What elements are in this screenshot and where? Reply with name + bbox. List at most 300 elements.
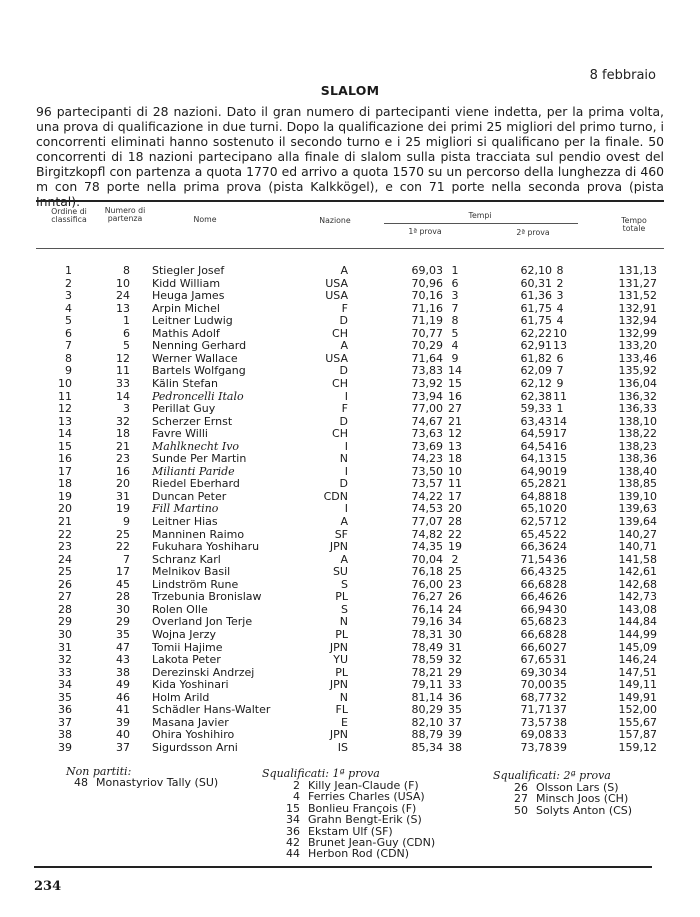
cell-t2: 66,94 <box>520 602 552 616</box>
table-row <box>0 742 700 755</box>
cell-t1: 74,82 <box>411 527 443 541</box>
cell-t2: 69,30 <box>520 665 552 679</box>
cell-bib: 10 <box>116 276 130 290</box>
cell-t1: 81,14 <box>411 690 443 704</box>
table-row <box>0 704 700 717</box>
bib-number: 2 <box>293 779 300 792</box>
cell-total: 141,58 <box>618 552 657 566</box>
cell-rank: 5 <box>65 314 72 328</box>
table-row <box>0 654 700 667</box>
col-name-header: Nome <box>193 215 217 224</box>
cell-nation: A <box>340 552 348 566</box>
cell-r2: 36 <box>553 552 567 566</box>
cell-r1: 22 <box>448 527 462 541</box>
cell-rank: 10 <box>58 376 72 390</box>
table-row <box>0 278 700 291</box>
col-run2-header: 2ª prova <box>516 228 550 237</box>
date: 8 febbraio <box>589 68 656 83</box>
cell-nation: JPN <box>329 640 348 654</box>
cell-name: Stiegler Josef <box>152 264 225 277</box>
cell-total: 152,00 <box>618 703 657 717</box>
cell-total: 147,51 <box>618 665 657 679</box>
cell-name: Fukuhara Yoshiharu <box>152 540 260 554</box>
cell-t2: 66,46 <box>520 590 552 604</box>
cell-r1: 19 <box>448 540 462 554</box>
cell-t1: 69,03 <box>411 264 443 277</box>
cell-name: Trzebunia Bronislaw <box>152 590 262 604</box>
cell-bib: 19 <box>116 502 130 516</box>
cell-nation: USA <box>325 289 348 303</box>
cell-bib: 29 <box>116 615 130 629</box>
cell-nation: F <box>341 301 348 315</box>
cell-rank: 25 <box>58 565 72 579</box>
bib-number: 15 <box>286 801 300 815</box>
table-row <box>0 529 700 542</box>
cell-nation: I <box>344 464 348 478</box>
cell-r1: 23 <box>448 577 462 591</box>
cell-r1: 34 <box>448 615 462 629</box>
cell-r2: 17 <box>553 427 567 441</box>
cell-total: 142,73 <box>618 590 657 604</box>
cell-bib: 14 <box>116 389 130 403</box>
cell-r2: 18 <box>553 489 567 503</box>
cell-nation: D <box>339 414 348 428</box>
cell-total: 155,67 <box>618 715 657 729</box>
cell-r1: 25 <box>448 565 462 579</box>
cell-t2: 66,60 <box>520 640 552 654</box>
table-row <box>0 391 700 404</box>
cell-t2: 71,71 <box>520 703 552 717</box>
col-nation-header: Nazione <box>319 216 351 225</box>
cell-total: 133,20 <box>618 339 657 353</box>
col-rank-header: Ordine di classifica <box>51 207 87 224</box>
cell-nation: JPN <box>329 540 348 554</box>
cell-t2: 62,09 <box>520 364 552 378</box>
cell-total: 131,27 <box>618 276 657 290</box>
cell-name: Milianti Paride <box>152 464 235 478</box>
table-row <box>0 315 700 328</box>
cell-rank: 24 <box>58 552 72 566</box>
cell-r2: 3 <box>556 289 564 303</box>
cell-bib: 20 <box>116 477 130 491</box>
cell-bib: 6 <box>123 326 130 340</box>
cell-nation: PL <box>335 627 348 641</box>
cell-r2: 14 <box>553 414 567 428</box>
cell-nation: FL <box>335 703 348 717</box>
cell-total: 138,85 <box>618 477 657 491</box>
cell-t2: 66,43 <box>520 565 552 579</box>
cell-nation: S <box>341 602 348 616</box>
cell-total: 144,84 <box>618 615 657 629</box>
cell-t1: 79,11 <box>411 678 443 692</box>
cell-rank: 12 <box>58 402 72 416</box>
top-rule <box>36 200 664 202</box>
cell-t2: 65,10 <box>520 502 552 516</box>
cell-t2: 62,10 <box>520 264 552 277</box>
cell-total: 144,99 <box>618 627 657 641</box>
cell-rank: 30 <box>58 627 72 641</box>
cell-t1: 71,19 <box>411 314 443 328</box>
table-row <box>0 441 700 454</box>
cell-r1: 29 <box>448 665 462 679</box>
table-row <box>0 365 700 378</box>
cell-name: Duncan Peter <box>152 489 227 503</box>
cell-r1: 38 <box>448 740 462 754</box>
cell-bib: 40 <box>116 728 130 742</box>
cell-rank: 17 <box>58 464 72 478</box>
cell-t2: 64,13 <box>520 452 552 466</box>
cell-r2: 23 <box>553 615 567 629</box>
cell-r1: 6 <box>451 276 459 290</box>
cell-rank: 38 <box>58 728 72 742</box>
cell-total: 138,22 <box>618 427 657 441</box>
cell-nation: D <box>339 477 348 491</box>
cell-r1: 2 <box>451 552 459 566</box>
cell-name: Riedel Eberhard <box>152 477 240 491</box>
cell-bib: 7 <box>123 552 130 566</box>
cell-name: Manninen Raimo <box>152 527 245 541</box>
cell-r1: 1 <box>451 264 459 277</box>
cell-nation: I <box>344 439 348 453</box>
col-total-header: Tempo totale <box>621 216 647 233</box>
cell-r1: 33 <box>448 678 462 692</box>
cell-bib: 5 <box>123 339 130 353</box>
cell-name: Melnikov Basil <box>152 565 231 579</box>
table-row <box>0 478 700 491</box>
cell-r2: 22 <box>553 527 567 541</box>
athlete-entry: Solyts Anton (CS) <box>536 803 633 817</box>
cell-bib: 43 <box>116 653 130 667</box>
page-number: 234 <box>34 879 62 894</box>
table-row <box>0 604 700 617</box>
cell-nation: CH <box>332 376 348 390</box>
cell-r1: 27 <box>448 402 462 416</box>
cell-nation: S <box>341 577 348 591</box>
cell-bib: 32 <box>116 414 130 428</box>
cell-nation: SF <box>334 527 348 541</box>
cell-nation: I <box>344 502 348 516</box>
cell-r1: 30 <box>448 627 462 641</box>
cell-bib: 9 <box>123 515 130 528</box>
cell-bib: 46 <box>116 690 130 704</box>
cell-r1: 8 <box>451 314 459 328</box>
cell-total: 143,08 <box>618 602 657 616</box>
cell-rank: 15 <box>58 439 72 453</box>
cell-r1: 12 <box>448 427 462 441</box>
cell-rank: 37 <box>58 715 72 729</box>
table-row <box>0 541 700 554</box>
table-row <box>0 667 700 680</box>
cell-nation: PL <box>335 665 348 679</box>
cell-r2: 19 <box>553 464 567 478</box>
cell-t2: 63,43 <box>520 414 552 428</box>
cell-rank: 33 <box>58 665 72 679</box>
cell-t2: 62,38 <box>520 389 552 403</box>
athlete-entry: Olsson Lars (S) <box>536 781 619 794</box>
cell-rank: 28 <box>58 602 72 616</box>
cell-total: 138,23 <box>618 439 657 453</box>
cell-r2: 9 <box>556 376 564 390</box>
page-title: SLALOM <box>320 83 380 98</box>
cell-r1: 36 <box>448 690 462 704</box>
cell-nation: USA <box>325 276 348 290</box>
cell-bib: 24 <box>116 289 130 303</box>
bib-number: 44 <box>286 847 300 861</box>
cell-bib: 11 <box>116 364 130 378</box>
cell-r1: 7 <box>451 301 459 315</box>
cell-rank: 32 <box>58 653 72 667</box>
cell-bib: 38 <box>116 665 130 679</box>
cell-name: Holm Arild <box>152 690 210 704</box>
cell-r2: 31 <box>553 653 567 667</box>
cell-t2: 64,59 <box>520 427 552 441</box>
cell-bib: 35 <box>116 627 130 641</box>
col-bib-header: Numero di partenza <box>104 206 146 223</box>
cell-bib: 33 <box>116 376 130 390</box>
cell-nation: D <box>339 364 348 378</box>
cell-bib: 18 <box>116 427 130 441</box>
cell-total: 139,63 <box>618 502 657 516</box>
cell-r1: 11 <box>448 477 462 491</box>
cell-nation: A <box>340 515 348 528</box>
cell-name: Heuga James <box>152 289 225 303</box>
table-row <box>0 378 700 391</box>
dq-run1-list <box>280 780 435 860</box>
cell-r1: 32 <box>448 653 462 667</box>
cell-t1: 74,35 <box>411 540 443 554</box>
times-rule <box>384 223 578 224</box>
cell-rank: 8 <box>65 351 72 365</box>
cell-t2: 66,68 <box>520 577 552 591</box>
cell-r2: 38 <box>553 715 567 729</box>
cell-bib: 45 <box>116 577 130 591</box>
cell-r1: 24 <box>448 602 462 616</box>
cell-r2: 26 <box>553 590 567 604</box>
cell-rank: 1 <box>65 264 72 277</box>
cell-r1: 9 <box>451 351 459 365</box>
table-row <box>0 591 700 604</box>
bib-number: 26 <box>514 781 528 794</box>
cell-total: 133,46 <box>618 351 657 365</box>
table-row <box>0 340 700 353</box>
cell-total: 146,24 <box>618 653 657 667</box>
cell-bib: 23 <box>116 452 130 466</box>
cell-r1: 18 <box>448 452 462 466</box>
table-row <box>0 729 700 742</box>
cell-r2: 11 <box>553 389 567 403</box>
cell-name: Sunde Per Martin <box>152 452 247 466</box>
cell-t1: 78,49 <box>411 640 443 654</box>
cell-bib: 31 <box>116 489 130 503</box>
cell-t1: 74,67 <box>411 414 443 428</box>
table-row <box>0 503 700 516</box>
table-row <box>0 353 700 366</box>
cell-name: Leitner Ludwig <box>152 314 233 328</box>
cell-r1: 21 <box>448 414 462 428</box>
cell-bib: 8 <box>123 264 130 277</box>
cell-rank: 6 <box>65 326 72 340</box>
cell-name: Kidd William <box>152 276 221 290</box>
cell-bib: 47 <box>116 640 130 654</box>
cell-t2: 66,68 <box>520 627 552 641</box>
cell-rank: 39 <box>58 740 72 754</box>
cell-t2: 70,00 <box>520 678 552 692</box>
cell-total: 142,61 <box>618 565 657 579</box>
cell-rank: 7 <box>65 339 72 353</box>
bib-number: 4 <box>293 790 300 804</box>
cell-t1: 74,23 <box>411 452 443 466</box>
athlete-entry: Grahn Bengt-Erik (S) <box>308 813 422 827</box>
cell-nation: CH <box>332 326 348 340</box>
cell-t2: 61,36 <box>520 289 552 303</box>
cell-t2: 64,90 <box>520 464 552 478</box>
cell-total: 132,99 <box>618 326 657 340</box>
cell-nation: SU <box>332 565 348 579</box>
cell-name: Lindström Rune <box>152 577 239 591</box>
cell-t2: 62,22 <box>520 326 552 340</box>
cell-t2: 65,28 <box>520 477 552 491</box>
cell-r1: 35 <box>448 703 462 717</box>
col-times-header: Tempi <box>468 211 492 220</box>
cell-nation: PL <box>335 590 348 604</box>
cell-name: Werner Wallace <box>152 351 238 365</box>
cell-t1: 76,14 <box>411 602 443 616</box>
cell-total: 132,91 <box>618 301 657 315</box>
cell-total: 132,94 <box>618 314 657 328</box>
cell-r2: 28 <box>553 577 567 591</box>
cell-t1: 73,94 <box>411 389 443 403</box>
list-item <box>68 777 218 788</box>
cell-total: 149,91 <box>618 690 657 704</box>
cell-name: Mathis Adolf <box>152 326 220 340</box>
cell-bib: 49 <box>116 678 130 692</box>
cell-r2: 25 <box>553 565 567 579</box>
cell-nation: JPN <box>329 728 348 742</box>
cell-nation: YU <box>333 653 348 667</box>
cell-nation: N <box>339 690 348 704</box>
cell-rank: 19 <box>58 489 72 503</box>
cell-nation: A <box>340 339 348 353</box>
table-row <box>0 491 700 504</box>
cell-rank: 36 <box>58 703 72 717</box>
not-started-heading: Non partiti: <box>66 765 132 778</box>
cell-r2: 10 <box>553 326 567 340</box>
cell-rank: 31 <box>58 640 72 654</box>
cell-r2: 33 <box>553 728 567 742</box>
cell-bib: 3 <box>123 402 130 416</box>
cell-name: Lakota Peter <box>152 653 221 667</box>
cell-bib: 16 <box>116 464 130 478</box>
cell-name: Masana Javier <box>152 715 229 729</box>
cell-t2: 69,08 <box>520 728 552 742</box>
cell-total: 131,13 <box>618 264 657 277</box>
cell-r1: 17 <box>448 489 462 503</box>
col-run1-header: 1ª prova <box>408 227 442 236</box>
cell-total: 138,36 <box>618 452 657 466</box>
intro-paragraph: 96 partecipanti di 28 nazioni. Dato il gran numero di partecipanti viene indetta, per la prima volta, una prova di qualificazione in due turni. Dopo la qualificazione dei primi 25 migliori del primo turno, i concorrenti eliminati hanno sostenuto il secondo turno e i 25 migliori si qualificano per la finale. 50 concorrenti di 18 nazioni partecipano alla finale di slalom sulla pista tracciata sul pendio ovest del Birgitzkopfl con partenza a quota 1770 ed arrivo a quota 1570 su un percorso della lunghezza di 460 m con 78 porte nella prima prova (pista Kalkkögel), e con 71 porte nella seconda prova (pista Inntal). <box>36 104 664 209</box>
cell-name: Schranz Karl <box>152 552 221 566</box>
cell-t1: 71,16 <box>411 301 443 315</box>
cell-nation: CH <box>332 427 348 441</box>
athlete-entry: Killy Jean-Claude (F) <box>308 779 419 792</box>
cell-r2: 13 <box>553 339 567 353</box>
cell-t1: 73,83 <box>411 364 443 378</box>
cell-t1: 74,53 <box>411 502 443 516</box>
cell-nation: F <box>341 402 348 416</box>
bib-number: 48 <box>74 776 88 789</box>
cell-rank: 20 <box>58 502 72 516</box>
cell-t2: 62,91 <box>520 339 552 353</box>
cell-name: Bartels Wolfgang <box>152 364 246 378</box>
cell-t1: 71,64 <box>411 351 443 365</box>
cell-total: 136,33 <box>618 402 657 416</box>
cell-t1: 82,10 <box>411 715 443 729</box>
table-row <box>0 453 700 466</box>
cell-total: 145,09 <box>618 640 657 654</box>
cell-rank: 13 <box>58 414 72 428</box>
bib-number: 34 <box>286 813 300 827</box>
cell-t1: 70,96 <box>411 276 443 290</box>
cell-total: 136,32 <box>618 389 657 403</box>
cell-name: Overland Jon Terje <box>152 615 253 629</box>
athlete-entry: Herbon Rod (CDN) <box>308 847 410 861</box>
cell-total: 136,04 <box>618 376 657 390</box>
dq-run2-heading: Squalificati: 2ª prova <box>493 769 611 782</box>
cell-r2: 39 <box>553 740 567 754</box>
cell-rank: 3 <box>65 289 72 303</box>
cell-t1: 88,79 <box>411 728 443 742</box>
cell-t1: 78,21 <box>411 665 443 679</box>
cell-r1: 28 <box>448 515 462 528</box>
table-row <box>0 303 700 316</box>
cell-name: Derezinski Andrzej <box>152 665 255 679</box>
cell-name: Leitner Hias <box>152 515 218 528</box>
cell-total: 140,27 <box>618 527 657 541</box>
cell-r1: 37 <box>448 715 462 729</box>
cell-r2: 21 <box>553 477 567 491</box>
cell-name: Arpin Michel <box>152 301 220 315</box>
cell-r2: 20 <box>553 502 567 516</box>
cell-total: 149,11 <box>618 678 657 692</box>
list-item <box>280 848 435 859</box>
table-row <box>0 579 700 592</box>
cell-bib: 37 <box>116 740 130 754</box>
cell-name: Nenning Gerhard <box>152 339 247 353</box>
cell-name: Wojna Jerzy <box>152 627 217 641</box>
cell-name: Scherzer Ernst <box>152 414 233 428</box>
cell-r2: 30 <box>553 602 567 616</box>
cell-r2: 4 <box>556 301 564 315</box>
table-row <box>0 516 700 529</box>
athlete-entry: Ferries Charles (USA) <box>308 790 425 804</box>
athlete-entry: Bonlieu François (F) <box>308 801 417 815</box>
cell-nation: USA <box>325 351 348 365</box>
table-row <box>0 566 700 579</box>
cell-nation: N <box>339 615 348 629</box>
cell-t1: 79,16 <box>411 615 443 629</box>
cell-bib: 21 <box>116 439 130 453</box>
athlete-entry: Ekstam Ulf (SF) <box>308 824 393 838</box>
cell-t2: 73,57 <box>520 715 552 729</box>
cell-name: Mahlknecht Ivo <box>152 439 240 453</box>
dq-run2-list <box>508 782 632 816</box>
cell-bib: 1 <box>123 314 130 328</box>
cell-bib: 22 <box>116 540 130 554</box>
cell-nation: N <box>339 452 348 466</box>
cell-name: Pedroncelli Italo <box>152 389 244 403</box>
cell-r2: 8 <box>556 264 564 277</box>
table-row <box>0 265 700 278</box>
